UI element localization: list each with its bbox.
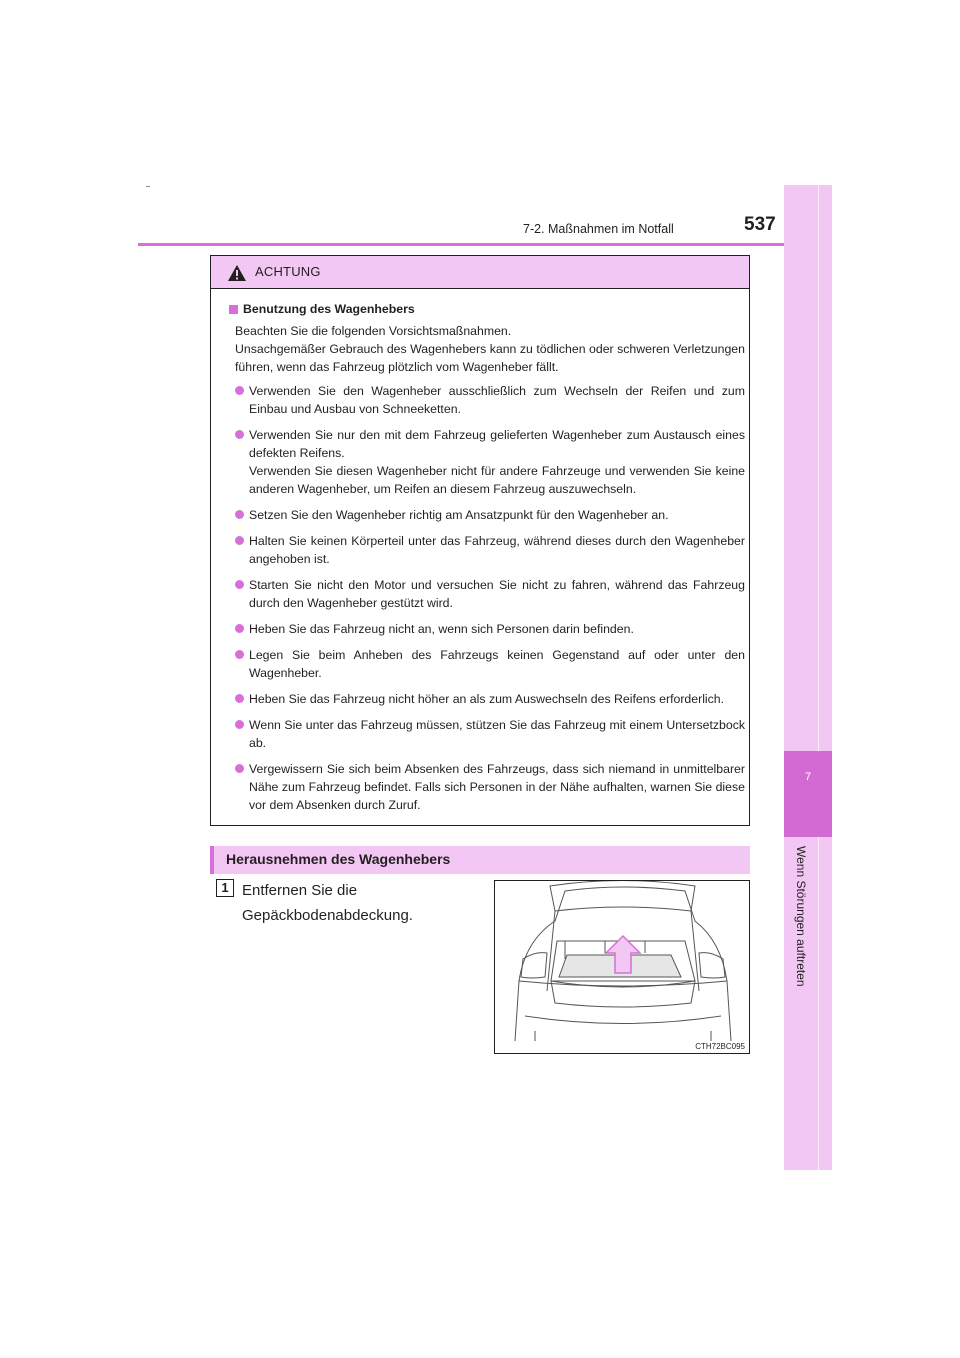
bullet-icon	[235, 580, 244, 589]
list-item: Halten Sie keinen Körperteil unter das Fahrzeug, während dieses durch den Wagenheber angehoben ist.	[235, 532, 745, 568]
list-item: Wenn Sie unter das Fahrzeug müssen, stützen Sie das Fahrzeug mit einem Untersetzbock ab.	[235, 716, 745, 752]
step-text: Entfernen Sie die Gepäckbodenabdeckung.	[242, 882, 413, 924]
bullet-icon	[235, 720, 244, 729]
warning-intro	[235, 322, 745, 376]
list-item: Verwenden Sie nur den mit dem Fahrzeug gelieferten Wagenheber zum Austausch eines defekten Reifens. Verwenden Sie diesen Wagenheber nicht für andere Fahrzeuge und verwenden Sie keine anderen Wagenheber, um Reifen an diesem Fahrzeug auszuwechseln.	[235, 426, 745, 498]
bullet-icon	[235, 764, 244, 773]
list-item: Setzen Sie den Wagenheber richtig am Ansatzpunkt für den Wagenheber an.	[235, 506, 745, 524]
page-number: 537	[744, 214, 776, 235]
list-item: Starten Sie nicht den Motor und versuchen Sie nicht zu fahren, während das Fahrzeug durch den Wagenheber gestützt wird.	[235, 576, 745, 612]
warning-body	[229, 300, 745, 822]
header-mark	[146, 186, 150, 187]
bullet-icon	[235, 536, 244, 545]
warning-title: ACHTUNG	[255, 264, 321, 279]
chapter-title: Wenn Störungen auftreten	[794, 846, 808, 987]
chapter-tab	[784, 185, 832, 1170]
section-heading	[210, 846, 750, 874]
warning-box	[210, 255, 750, 826]
bullet-icon	[235, 650, 244, 659]
trunk-illustration	[494, 880, 750, 1054]
list-item: Vergewissern Sie sich beim Absenken des Fahrzeugs, dass sich niemand in unmittelbarer Nähe zum Fahrzeug befindet. Falls sich Personen in der Nähe aufhalten, warnen Sie diese vor dem Absenken durch Zuruf.	[235, 760, 745, 814]
warning-header	[211, 256, 749, 289]
bullet-icon	[235, 510, 244, 519]
list-item: Verwenden Sie den Wagenheber ausschließlich zum Wechseln der Reifen und zum Einbau und Ausbau von Schneeketten.	[235, 382, 745, 418]
bullet-icon	[235, 694, 244, 703]
chapter-tab-active	[784, 751, 832, 837]
list-item: Legen Sie beim Anheben des Fahrzeugs keinen Gegenstand auf oder unter den Wagenheber.	[235, 646, 745, 682]
list-item: Heben Sie das Fahrzeug nicht an, wenn sich Personen darin befinden.	[235, 620, 745, 638]
header-rule	[138, 243, 832, 246]
warning-intro-line: Unsachgemäßer Gebrauch des Wagenhebers kann zu tödlichen oder schweren Verletzungen führen, wenn das Fahrzeug plötzlich vom Wagenheber fällt.	[235, 342, 745, 374]
warning-triangle-icon	[227, 264, 247, 282]
square-bullet-icon	[229, 305, 238, 314]
figure-code: CTH72BC095	[695, 1042, 745, 1051]
bullet-icon	[235, 430, 244, 439]
bullet-icon	[235, 386, 244, 395]
warning-intro-line: Beachten Sie die folgenden Vorsichtsmaßnahmen.	[235, 324, 512, 338]
section-title: 7-2. Maßnahmen im Notfall	[523, 222, 674, 236]
chapter-tab-divider	[818, 185, 819, 1170]
warning-list	[235, 382, 745, 814]
list-item: Heben Sie das Fahrzeug nicht höher an als zum Auswechseln des Reifens erforderlich.	[235, 690, 745, 708]
step-number: 1	[216, 879, 234, 897]
chapter-number: 7	[804, 771, 812, 783]
warning-subheading	[229, 300, 745, 318]
section-heading-text: Herausnehmen des Wagenhebers	[226, 851, 451, 867]
bullet-icon	[235, 624, 244, 633]
car-trunk-drawing	[495, 881, 749, 1053]
warning-subheading-text: Benutzung des Wagenhebers	[243, 302, 415, 316]
